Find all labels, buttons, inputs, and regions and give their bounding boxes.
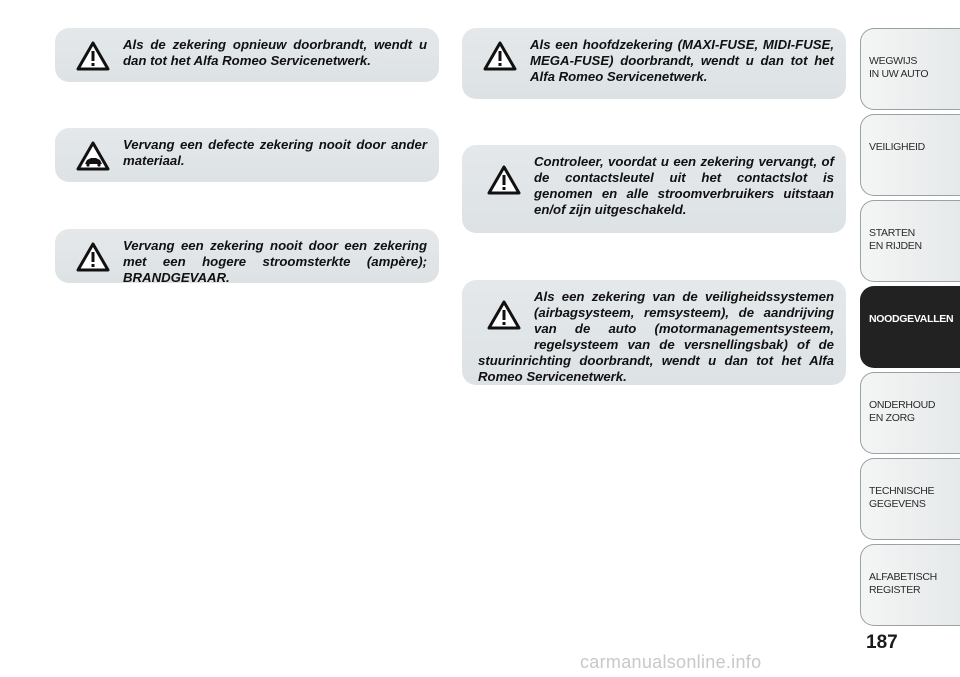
warning-text: Vervang een defecte zekering nooit door ander materiaal. [123,137,427,168]
tab-wegwijs[interactable]: WEGWIJS IN UW AUTO [860,28,960,110]
warning-box-higher-amperage [55,229,439,283]
warning-text: Controleer, voordat u een zekering vervangt, of de contactsleutel uit het contactslot is genomen en alle stroomverbruikers uitstaan en/of zijn uitgeschakeld. [534,154,834,217]
warning-triangle-icon [482,291,526,339]
warning-text: Als een zekering van de veiligheidssystemen (airbagsysteem, remsysteem), de aandrijving van de auto (motormanagementsysteem, regelsysteem van de versnellingsbak) of de stuurinrichting doorbrandt, wendt u dan tot het Alfa Romeo Servicenetwerk. [478,289,834,384]
tab-alfabetisch[interactable]: ALFABETISCH REGISTER [860,544,960,626]
warning-triangle-icon [71,242,115,272]
warning-box-fuse-rebreaks [55,28,439,82]
watermark: carmanualsonline.info [580,652,762,672]
warning-box-no-other-material [55,128,439,182]
warning-box-safety-systems [462,280,846,385]
warning-triangle-car-icon [71,141,115,171]
warning-triangle-icon [71,41,115,71]
warning-triangle-icon [478,41,522,71]
tab-starten[interactable]: STARTEN EN RIJDEN [860,200,960,282]
page-number: 187 [866,632,898,653]
tab-veiligheid[interactable]: VEILIGHEID [860,114,960,196]
warning-box-check-ignition [462,145,846,233]
warning-text: Als de zekering opnieuw doorbrandt, wendt u dan tot het Alfa Romeo Servicenetwerk. [123,37,427,68]
tab-technische[interactable]: TECHNISCHE GEGEVENS [860,458,960,540]
warning-triangle-icon [482,156,526,204]
warning-box-main-fuse [462,28,846,99]
tab-noodgevallen[interactable]: NOODGEVALLEN [860,286,960,368]
warning-text: Als een hoofdzekering (MAXI-FUSE, MIDI-FUSE, MEGA-FUSE) doorbrandt, wendt u dan tot het Alfa Romeo Servicenetwerk. [530,37,834,84]
warning-text: Vervang een zekering nooit door een zekering met een hogere stroomsterkte (ampère); BRANDGEVAAR. [123,238,427,285]
tab-onderhoud[interactable]: ONDERHOUD EN ZORG [860,372,960,454]
